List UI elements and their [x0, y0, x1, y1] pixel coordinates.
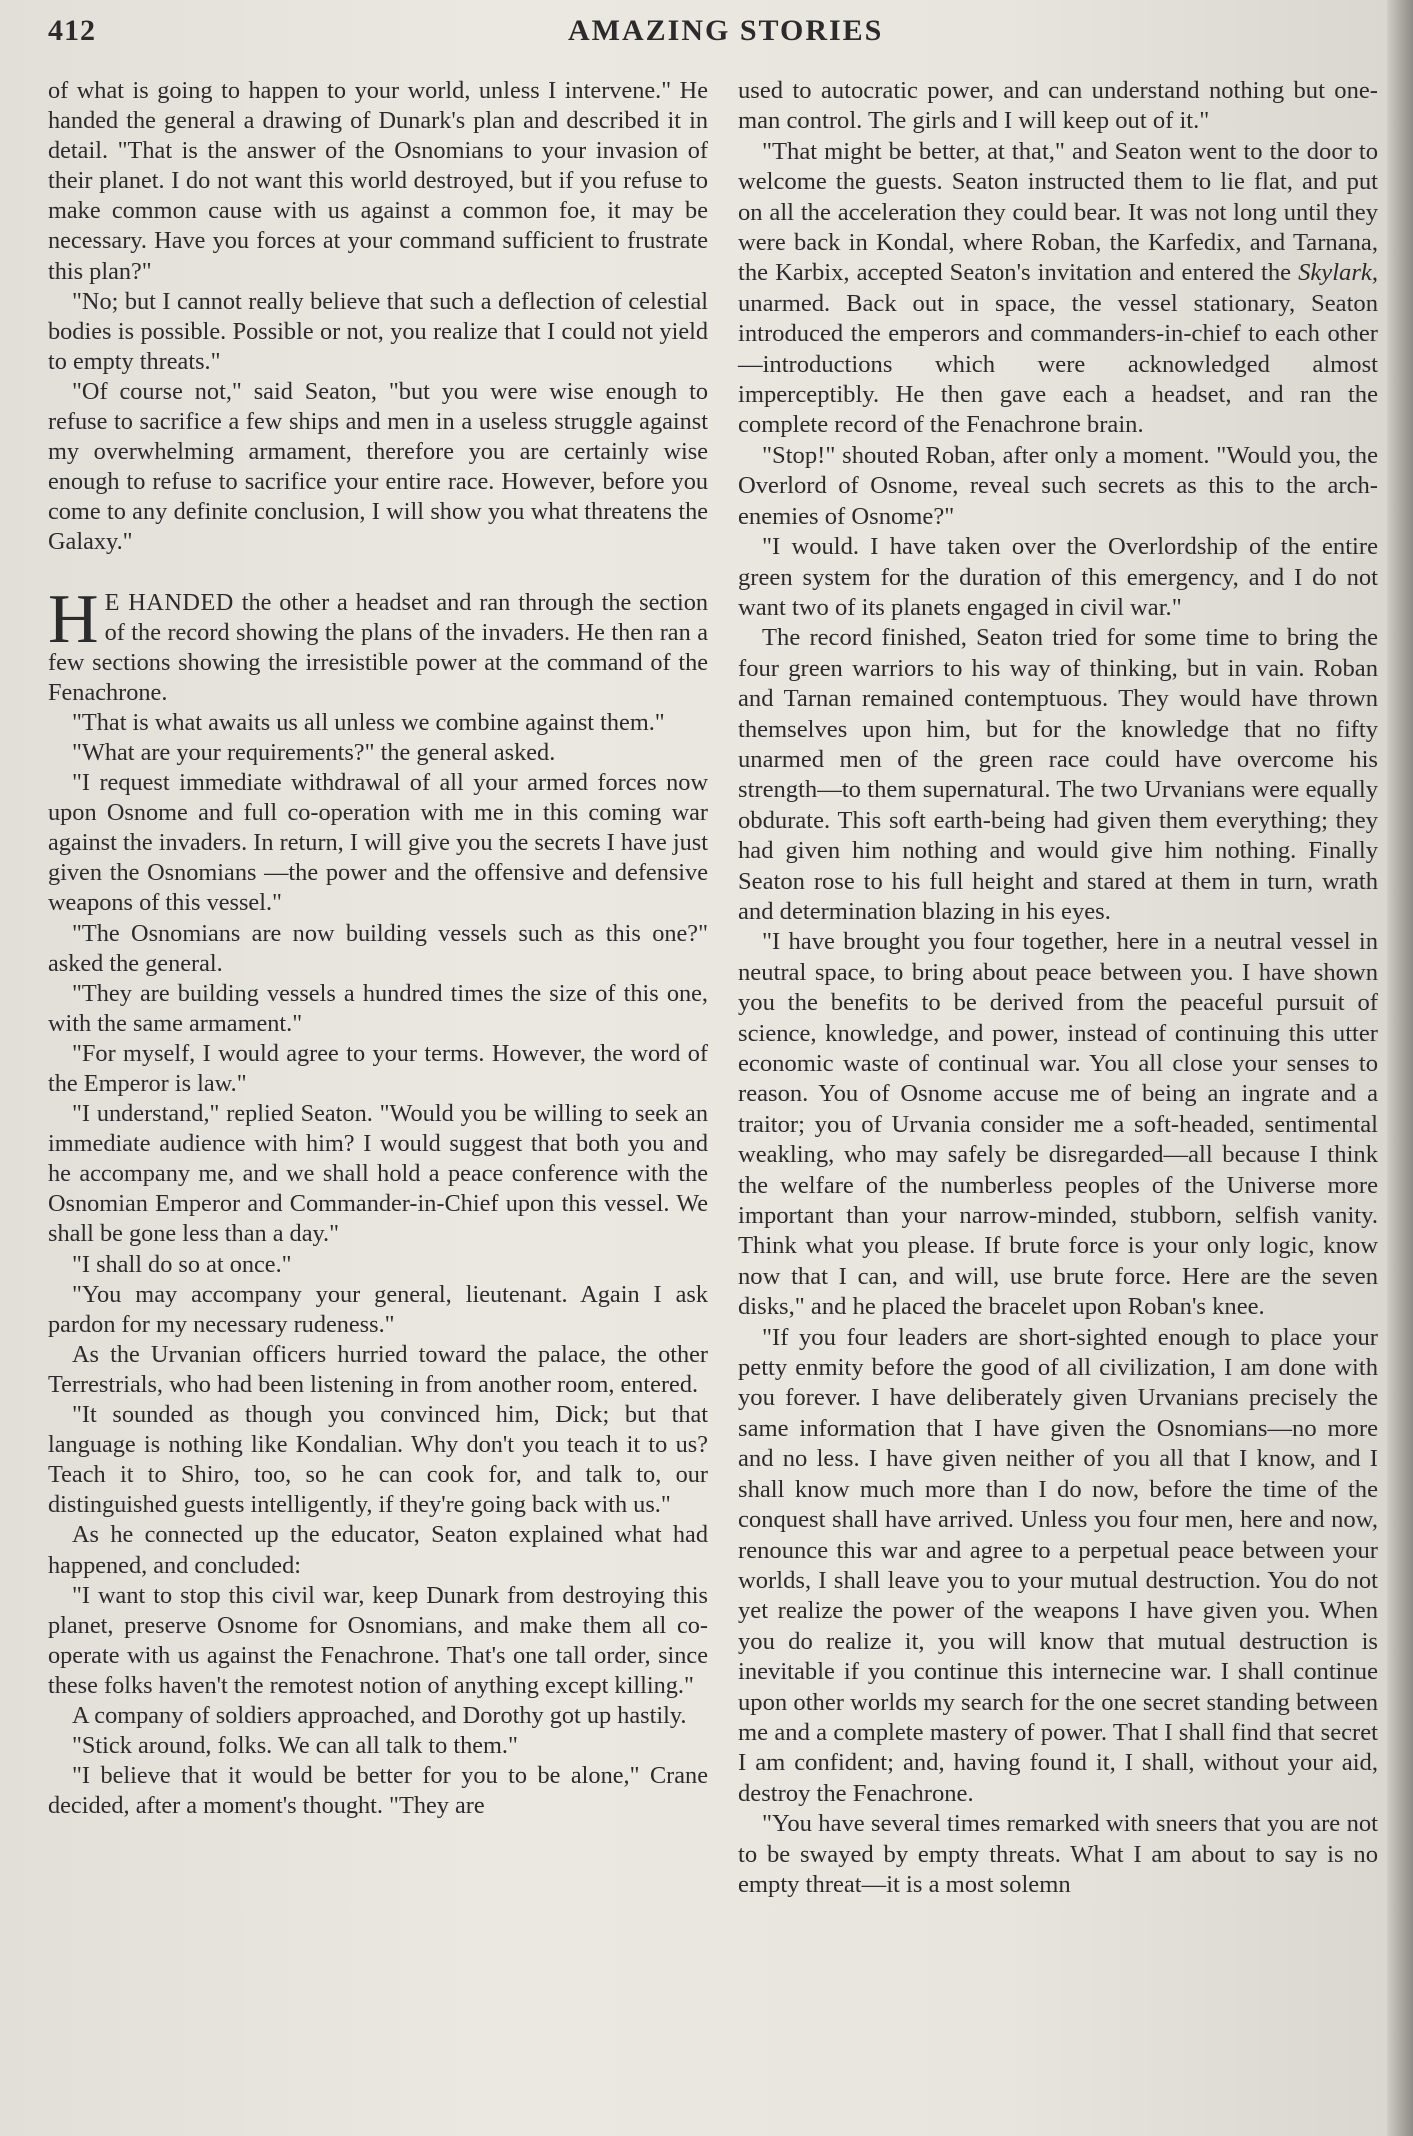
ship-name: Skylark,: [1298, 259, 1378, 287]
paragraph: "What are your requirements?" the general asked.: [72, 738, 556, 766]
drop-cap: H: [48, 580, 99, 658]
running-title: AMAZING STORIES: [568, 14, 884, 47]
paragraph: As he connected up the educator, Seaton explained what had happened, and concluded:: [48, 1521, 708, 1579]
paragraph: "I want to stop this civil war, keep Dunark from destroying this planet, preserve Osnome for Osnomians, and make them all co-operate with us against the Fenachrone. That's one tall order, since these folks haven't the remotest notion of anything except killing.": [48, 1581, 708, 1699]
page-number: 412: [48, 14, 96, 47]
right-column: [738, 76, 1378, 1900]
paragraph: "For myself, I would agree to your terms. However, the word of the Emperor is law.": [48, 1039, 708, 1097]
paragraph: The record finished, Seaton tried for some time to bring the four green warriors to his way of thinking, but in vain. Roban and Tarnan remained contemptuous. They would have thrown themselves upon him, but for the knowledge that no fifty unarmed men of the green race could have overcome his strength—to them supernatural. The two Urvanians were equally obdurate. This soft earth-being had given them everything; they had given him nothing and would give him nothing. Finally Seaton rose to his full height and stared at them in turn, wrath and determination blazing in his eyes.: [738, 624, 1378, 925]
paragraph: of what is going to happen to your world, unless I intervene." He handed the general a drawing of Dunark's plan and described it in detail. "That is the answer of the Osnomians to your invasion of their planet. I do not want this world destroyed, but if you refuse to make common cause with us against a common foe, it may be necessary. Have you forces at your command sufficient to frustrate this plan?": [48, 77, 708, 285]
paragraph: "You may accompany your general, lieutenant. Again I ask pardon for my necessary rudeness.": [48, 1280, 708, 1338]
paragraph: "I shall do so at once.": [72, 1250, 292, 1278]
paragraph: "Stop!" shouted Roban, after only a moment. "Would you, the Overlord of Osnome, reveal such secrets as this to the arch-enemies of Osnome?": [738, 441, 1378, 530]
left-column: [48, 76, 708, 1821]
paragraph-text: "That might be better, at that," and Seaton went to the door to welcome the guests. Seaton instructed them to lie flat, and put on all the acceleration they could bear. It was not long until they were back in Kondal, where Roban, the Karfedix, and Tarnana, the Karbix, accepted Seaton's invitation and entered the: [738, 137, 1378, 287]
paragraph: "I believe that it would be better for you to be alone," Crane decided, after a moment's thought. "They are: [48, 1762, 708, 1820]
lead-in-words: E HANDED: [104, 588, 234, 616]
paragraph: "It sounded as though you convinced him, Dick; but that language is nothing like Kondalian. Why don't you teach it to us? Teach it to Shiro, too, so he can cook for, and talk to, our distinguished guests intelligently, if they're going back with us.": [48, 1401, 708, 1519]
paragraph-text: the other a headset and ran through the section of the record showing the plans of the invaders. He then ran a few sections showing the irresistible power at the command of the Fenachrone.: [48, 588, 708, 706]
paragraph: "I have brought you four together, here in a neutral vessel in neutral space, to bring about peace between you. I have shown you the benefits to be derived from the peaceful pursuit of science, knowledge, and power, instead of continuing this utter economic waste of continual war. You all close your senses to reason. You of Osnome accuse me of being an ingrate and a traitor; you of Urvania consider me a soft-headed, sentimental weakling, who may safely be disregarded—all because I think the welfare of the numberless peoples of the Universe more important than your narrow-minded, stubborn, selfish vanity. Think what you please. If brute force is your only logic, know now that I can, and will, use brute force. Here are the seven disks," and he placed the bracelet upon Roban's knee.: [738, 928, 1378, 1321]
paragraph: "I would. I have taken over the Overlordship of the entire green system for the duration of this emergency, and I do not want two of its planets engaged in civil war.": [738, 533, 1378, 621]
paragraph: A company of soldiers approached, and Dorothy got up hastily.: [72, 1701, 687, 1729]
section-opening-paragraph: [48, 580, 708, 708]
paragraph: "Stick around, folks. We can all talk to them.": [72, 1732, 518, 1760]
paragraph: "I request immediate withdrawal of all your armed forces now upon Osnome and full co-operation with me in this coming war against the invaders. In return, I will give you the secrets I have just given the Osnomians —the power and the offensive and defensive weapons of this vessel.": [48, 769, 708, 917]
page-header: [48, 14, 1368, 58]
paragraph: "I understand," replied Seaton. "Would you be willing to seek an immediate audience with him? I would suggest that both you and he accompany me, and we shall hold a peace conference with the Osnomian Emperor and Commander-in-Chief upon this vessel. We shall be gone less than a day.": [48, 1100, 708, 1248]
paragraph: "That is what awaits us all unless we combine against them.": [72, 708, 665, 736]
page-edge-shadow: [1387, 0, 1413, 2136]
paragraph-text: unarmed. Back out in space, the vessel stationary, Seaton introduced the emperors and commanders-in-chief to each other—introductions which were acknowledged almost imperceptibly. He then gave each a headset, and ran the complete record of the Fenachrone brain.: [738, 289, 1378, 439]
paragraph: "They are building vessels a hundred times the size of this one, with the same armament.": [48, 979, 708, 1037]
paragraph: used to autocratic power, and can understand nothing but one-man control. The girls and I will keep out of it.": [738, 77, 1378, 135]
paragraph: [738, 137, 1378, 441]
paragraph: "No; but I cannot really believe that such a deflection of celestial bodies is possible. Possible or not, you realize that I could not yield to empty threats.": [48, 287, 708, 375]
paragraph: "You have several times remarked with sneers that you are not to be swayed by empty threats. What I am about to say is no empty threat—it is a most solemn: [738, 1810, 1378, 1898]
paragraph: "If you four leaders are short-sighted enough to place your petty enmity before the good of all civilization, I am done with you forever. I have deliberately given Urvanians precisely the same information that I have given the Osnomians—no more and no less. I have given neither of you all that I know, and I shall know much more than I do now, before the time of the conquest shall have arrived. Unless you four men, here and now, renounce this war and agree to a perpetual peace between your worlds, I shall leave you to your mutual destruction. You do not yet realize the power of the weapons I have given you. When you do realize it, you will know that mutual destruction is inevitable if you continue this internecine war. I shall continue upon other worlds my search for the one secret standing between me and a complete mastery of power. That I shall find that secret I am confident; and, having found it, I shall, without your aid, destroy the Fenachrone.: [738, 1323, 1378, 1807]
paragraph: As the Urvanian officers hurried toward the palace, the other Terrestrials, who had been listening in from another room, entered.: [48, 1340, 708, 1398]
paragraph: "Of course not," said Seaton, "but you were wise enough to refuse to sacrifice a few ships and men in a useless struggle against my overwhelming armament, therefore you are certainly wise enough to refuse to sacrifice your entire race. However, before you come to any definite conclusion, I will show you what threatens the Galaxy.": [48, 377, 708, 556]
paragraph: "The Osnomians are now building vessels such as this one?" asked the general.: [48, 919, 708, 977]
